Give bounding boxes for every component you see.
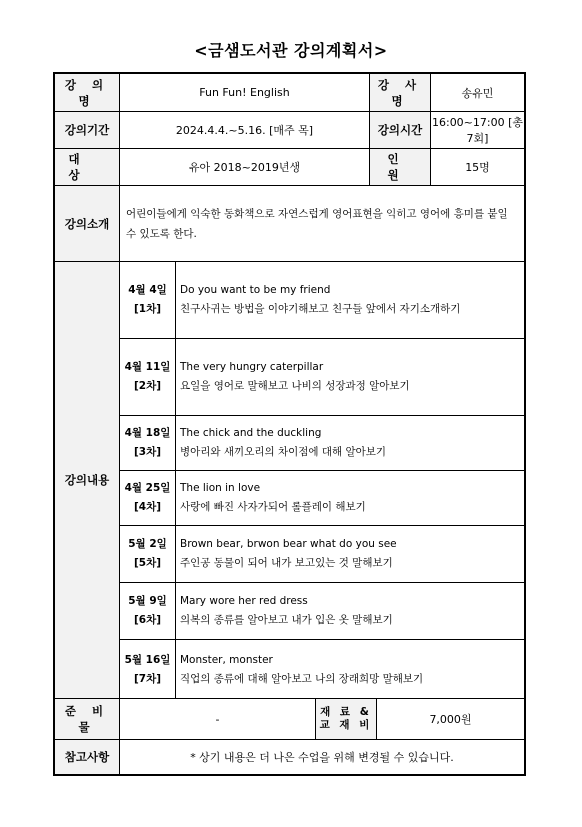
session-description: 친구사귀는 방법을 이야기해보고 친구들 앞에서 자기소개하기 (180, 303, 461, 315)
time-value: 16:00~17:00 [총 7회] (431, 116, 524, 145)
target-label-text: 대 상 (68, 152, 106, 182)
rule (55, 185, 524, 186)
rule (315, 698, 316, 739)
session-description: 주인공 동물이 되어 내가 보고있는 것 말해보기 (180, 557, 393, 569)
rule (55, 111, 524, 112)
session-title: Mary wore her red dress (180, 595, 308, 607)
note-value: * 상기 내용은 더 나은 수업을 위해 변경될 수 있습니다. (190, 751, 454, 764)
session-title: Do you want to be my friend (180, 284, 331, 296)
session-day: 5월 9일 (128, 595, 167, 607)
fee-label-line-2: 교 재 비 (319, 719, 373, 731)
session-date (120, 583, 175, 639)
period-value: 2024.4.4.~5.16. [매주 목] (175, 124, 314, 137)
session-round: [1차] (133, 303, 162, 315)
instructor-label (370, 74, 430, 111)
session-title: The chick and the duckling (180, 427, 322, 439)
target-value: 유아 2018~2019년생 (188, 161, 301, 174)
capacity-label (370, 149, 430, 185)
session-description: 직업의 종류에 대해 알아보고 나의 장래희망 말해보기 (180, 673, 424, 685)
fee-value: 7,000원 (429, 713, 472, 726)
target-label (55, 149, 119, 185)
session-round: [7차] (133, 673, 162, 685)
session-content (176, 471, 524, 525)
session-date (120, 640, 175, 700)
session-round: [2차] (133, 380, 162, 392)
session-day: 4월 18일 (124, 427, 171, 439)
session-round: [5차] (133, 557, 162, 569)
rule (119, 74, 120, 774)
rule (369, 74, 370, 185)
materials-label-text: 준 비 물 (64, 704, 110, 734)
capacity-label-text: 인 원 (387, 152, 413, 182)
session-content (176, 416, 524, 470)
session-title: Brown bear, brwon bear what do you see (180, 538, 397, 550)
rule (376, 698, 377, 739)
rule (175, 261, 176, 698)
instructor-label-text: 강 사 명 (377, 77, 423, 108)
session-date (120, 526, 175, 582)
session-round: [3차] (133, 446, 162, 458)
session-description: 병아리와 새끼오리의 차이점에 대해 알아보기 (180, 446, 387, 458)
session-title: The very hungry caterpillar (180, 361, 324, 373)
session-content (176, 640, 524, 700)
session-day: 4월 25일 (124, 482, 171, 494)
session-content (176, 339, 524, 415)
fee-label (316, 699, 376, 739)
course-name-value: Fun Fun! English (199, 86, 290, 99)
session-description: 의복의 종류를 알아보고 내가 입은 옷 말해보기 (180, 614, 393, 626)
materials-value: - (215, 712, 220, 726)
session-date (120, 416, 175, 470)
rule (55, 739, 524, 740)
lecture-plan-grid (53, 72, 526, 776)
document-title: <금샘도서관 강의계획서> (194, 41, 388, 60)
session-title: Monster, monster (180, 654, 273, 666)
session-day: 5월 2일 (128, 538, 167, 550)
content-label: 강의내용 (55, 262, 119, 698)
course-name-label (55, 74, 119, 111)
fee-label-line-1: 재 료 & (320, 706, 372, 718)
rule (55, 698, 524, 699)
rule (430, 74, 431, 185)
period-label: 강의기간 (55, 112, 119, 148)
rule (55, 261, 524, 262)
session-title: The lion in love (180, 482, 261, 494)
session-description: 사랑에 빠진 사자가되어 롤플레이 해보기 (180, 501, 366, 513)
course-name-label-text: 강 의 명 (64, 77, 110, 108)
session-date (120, 262, 175, 338)
materials-label (55, 699, 119, 739)
session-day: 4월 4일 (128, 284, 167, 296)
intro-label: 강의소개 (55, 186, 119, 261)
rule (55, 148, 524, 149)
session-content (176, 262, 524, 338)
capacity-value: 15명 (465, 161, 490, 174)
note-label: 참고사항 (55, 740, 119, 774)
session-round: [4차] (133, 501, 162, 513)
session-description: 요일을 영어로 말해보고 나비의 성장과정 알아보기 (180, 380, 410, 392)
session-day: 4월 11일 (124, 361, 171, 373)
session-content (176, 583, 524, 639)
session-round: [6차] (133, 614, 162, 626)
intro-value: 어린이들에게 익숙한 동화책으로 자연스럽게 영어표현을 익히고 영어에 흥미를 붙일 수 있도록 한다. (126, 207, 508, 240)
session-date (120, 471, 175, 525)
session-date (120, 339, 175, 415)
time-label: 강의시간 (370, 112, 430, 148)
session-content (176, 526, 524, 582)
session-day: 5월 16일 (124, 654, 171, 666)
instructor-value: 송유민 (461, 86, 494, 100)
